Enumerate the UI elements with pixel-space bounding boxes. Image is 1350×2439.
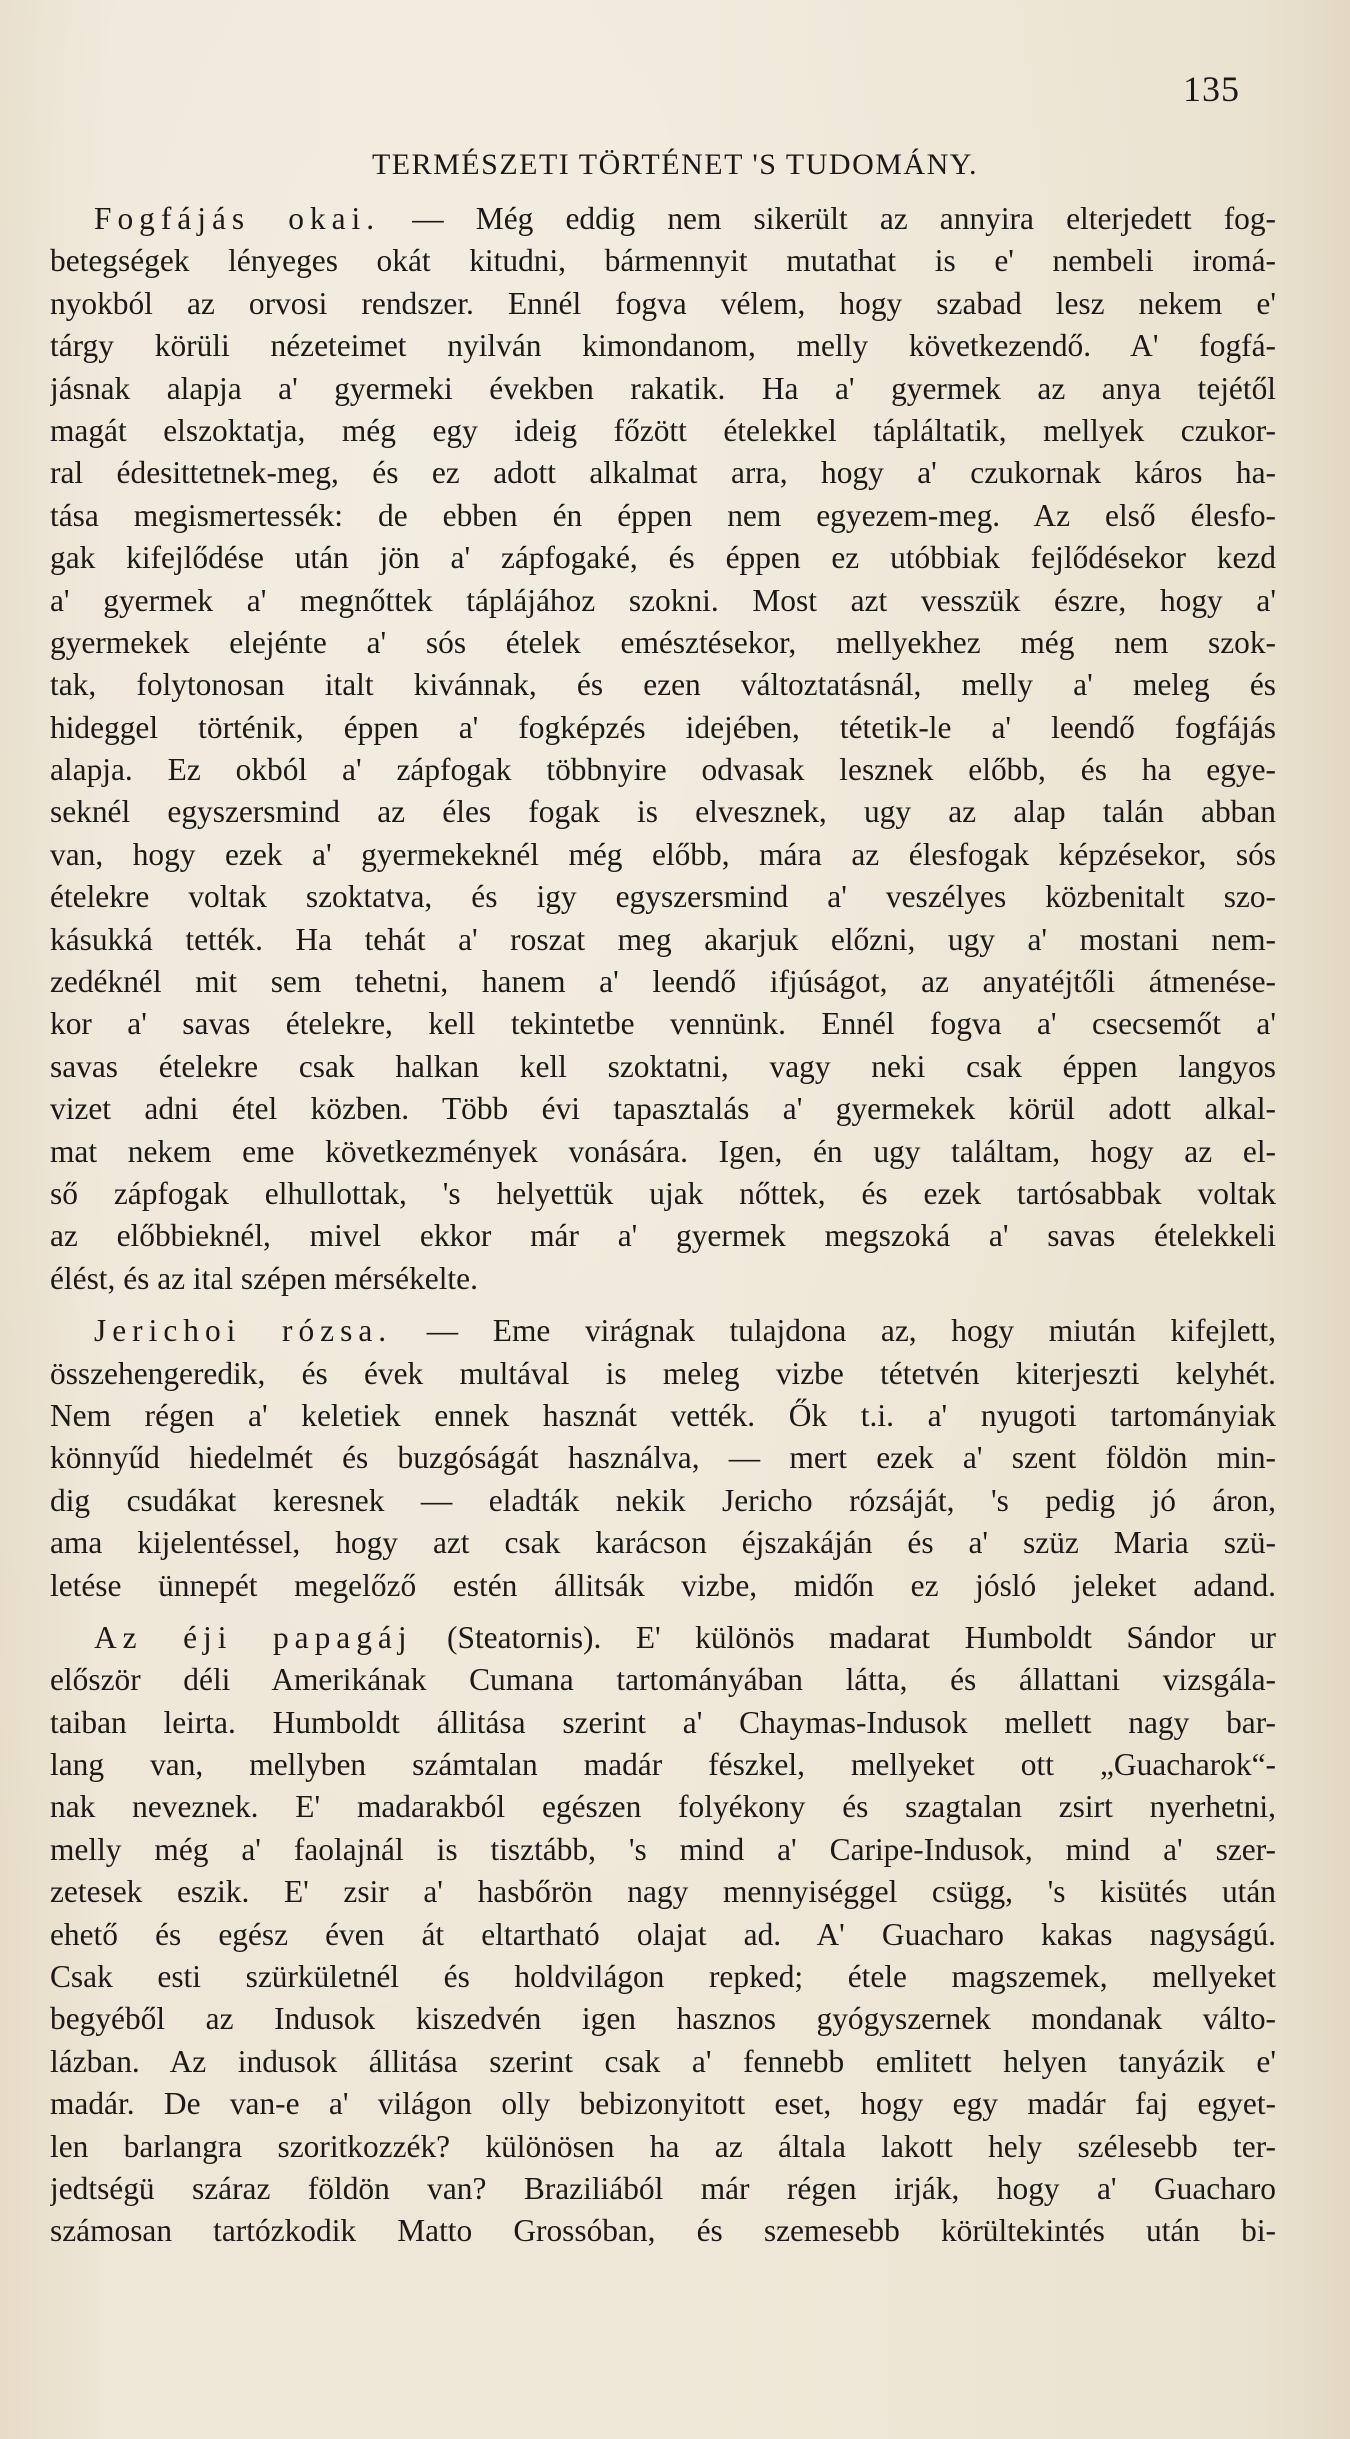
text-line: Nem régen a' keletiek ennek hasznát vették. Ők t.i. a' nyugoti tartományiak [50, 1397, 1276, 1433]
text-line: élést, és az ital szépen mérsékelte. [50, 1260, 478, 1296]
paragraph-gap [50, 1607, 1276, 1617]
text-line: dig csudákat keresnek — eladták nekik Jericho rózsáját, 's pedig jó áron, [50, 1482, 1276, 1518]
text-line: ehető és egész éven át eltartható olajat ad. A' Guacharo kakas nagyságú. [50, 1916, 1276, 1952]
text-line: gak kifejlődése után jön a' zápfogaké, és éppen ez utóbbiak fejlődésekor kezd [50, 540, 1276, 576]
text-line: betegségek lényeges okát kitudni, bármennyit mutathat is e' nembeli iromá- [50, 243, 1276, 279]
body-text [50, 198, 1276, 2253]
text-line: zedéknél mit sem tehetni, hanem a' leendő ifjúságot, az anyatéjtőli átmenése- [50, 964, 1276, 1000]
running-head: TERMÉSZETI TÖRTÉNET 'S TUDOMÁNY. [371, 148, 979, 181]
section-title: Jerichoi rózsa. [94, 1313, 393, 1349]
text-line: van, hogy ezek a' gyermekeknél még előbb, mára az élesfogak képzésekor, sós [50, 836, 1276, 872]
text-line: taiban leirta. Humboldt állitása szerint a' Chaymas-Indusok mellett nagy bar- [50, 1704, 1276, 1740]
text-line: gyermekek elejénte a' sós ételek emésztésekor, mellyekhez még nem szok- [50, 624, 1276, 660]
text-line: zetesek eszik. E' zsir a' hasbőrön nagy mennyiséggel csügg, 's kisütés után [50, 1874, 1276, 1910]
text-line: savas ételekre csak halkan kell szoktatni, vagy neki csak éppen langyos [50, 1048, 1276, 1084]
text-line: a' gyermek a' megnőttek táplájához szokni. Most azt vesszük észre, hogy a' [50, 582, 1276, 618]
text-line: letése ünnepét megelőző estén állitsák vizbe, midőn ez jósló jeleket adand. [50, 1567, 1276, 1603]
text-line: kor a' savas ételekre, kell tekintetbe vennünk. Ennél fogva a' csecsemőt a' [50, 1006, 1276, 1042]
text-line: nyokból az orvosi rendszer. Ennél fogva vélem, hogy szabad lesz nekem e' [50, 285, 1276, 321]
text-line: len barlangra szoritkozzék? különösen ha az általa lakott hely szélesebb ter- [50, 2128, 1276, 2164]
text-line: jedtségü száraz földön van? Braziliából már régen irják, hogy a' Guacharo [50, 2170, 1276, 2206]
text-line: magát elszoktatja, még egy ideig főzött ételekkel tápláltatik, mellyek czukor- [50, 412, 1276, 448]
article-fogfajas [50, 198, 1276, 1300]
text-line: jásnak alapja a' gyermeki években rakatik. Ha a' gyermek az anya tejétől [50, 370, 1276, 406]
text-line: nak neveznek. E' madarakból egészen folyékony és szagtalan zsirt nyerhetni, [50, 1789, 1276, 1825]
page-number: 135 [1183, 69, 1240, 109]
text-line: összehengeredik, és évek multával is meleg vizbe tétetvén kiterjeszti kelyhét. [50, 1355, 1276, 1391]
text-line: hideggel történik, éppen a' fogképzés idejében, tétetik-le a' leendő fogfájás [50, 709, 1276, 745]
text-line: vizet adni étel közben. Több évi tapasztalás a' gyermekek körül adott alkal- [50, 1091, 1276, 1127]
line-text: (Steatornis). E' különös madarat Humboldt Sándor ur [412, 1619, 1276, 1655]
text-line: ral édesittetnek-meg, és ez adott alkalmat arra, hogy a' czukornak káros ha- [50, 455, 1276, 491]
text-line: tása megismertessék: de ebben én éppen nem egyezem-meg. Az első élesfo- [50, 497, 1276, 533]
text-line: seknél egyszersmind az éles fogak is elvesznek, ugy az alap talán abban [50, 794, 1276, 830]
text-line: mat nekem eme következmények vonására. Igen, én ugy találtam, hogy az el- [50, 1133, 1276, 1169]
text-line: alapja. Ez okból a' zápfogak többnyire odvasak lesznek előbb, és ha egye- [50, 752, 1276, 788]
text-line: lázban. Az indusok állitása szerint csak a' fennebb emlitett helyen tanyázik e' [50, 2043, 1276, 2079]
text-line: kásukká tették. Ha tehát a' roszat meg akarjuk előzni, ugy a' mostani nem- [50, 921, 1276, 957]
text-line: begyéből az Indusok kiszedvén igen hasznos gyógyszernek mondanak válto- [50, 2001, 1276, 2037]
text-line [50, 198, 1276, 240]
text-line: az előbbieknél, mivel ekkor már a' gyermek megszoká a' savas ételekkeli [50, 1218, 1276, 1254]
text-line [50, 1310, 1276, 1352]
text-line: tárgy körüli nézeteimet nyilván kimondanom, melly következendő. A' fogfá- [50, 328, 1276, 364]
line-text: — Eme virágnak tulajdona az, hogy miután kifejlett, [392, 1313, 1276, 1349]
text-line: melly még a' faolajnál is tisztább, 's mind a' Caripe-Indusok, mind a' szer- [50, 1831, 1276, 1867]
text-line: számosan tartózkodik Matto Grossóban, és szemesebb körültekintés után bi- [50, 2213, 1276, 2249]
text-line: ama kijelentéssel, hogy azt csak karácson éjszakáján és a' szüz Maria szü- [50, 1525, 1276, 1561]
text-line: ső zápfogak elhullottak, 's helyettük ujak nőttek, és ezek tartósabbak voltak [50, 1175, 1276, 1211]
paragraph-gap [50, 1300, 1276, 1310]
text-line: ételekre voltak szoktatva, és igy egyszersmind a' veszélyes közbenitalt szo- [50, 879, 1276, 915]
article-jerichoi [50, 1310, 1276, 1607]
line-text: — Még eddig nem sikerült az annyira elterjedett fog- [380, 201, 1276, 236]
text-line: könnyűd hiedelmét és buzgóságát használva, — mert ezek a' szent földön min- [50, 1440, 1276, 1476]
text-line: lang van, mellyben számtalan madár fészkel, mellyeket ott „Guacharok“- [50, 1747, 1276, 1783]
text-line: madár. De van-e a' világon olly bebizonyitott eset, hogy egy madár faj egyet- [50, 2086, 1276, 2122]
text-line: először déli Amerikának Cumana tartományában látta, és állattani vizsgála- [50, 1662, 1276, 1698]
section-title: Fogfájás okai. [94, 201, 381, 236]
section-title: Az éji papagáj [94, 1619, 413, 1655]
article-papagaj [50, 1617, 1276, 2253]
text-line: tak, folytonosan italt kivánnak, és ezen változtatásnál, melly a' meleg és [50, 667, 1276, 703]
text-line [50, 1617, 1276, 1659]
text-line: Csak esti szürkületnél és holdvilágon repked; étele magszemek, mellyeket [50, 1959, 1276, 1995]
